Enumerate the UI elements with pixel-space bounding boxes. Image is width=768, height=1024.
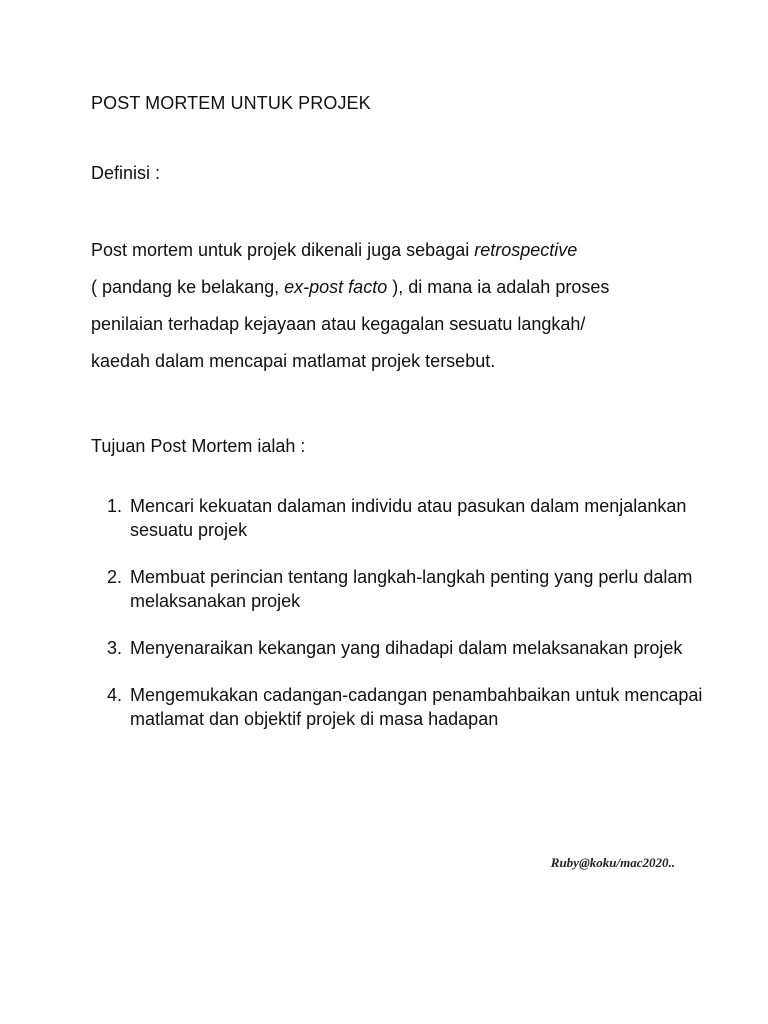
aims-item-number: 1. [107,496,123,516]
aims-list-item [107,565,707,613]
aims-heading: Tujuan Post Mortem ialah : [91,436,306,456]
definition-italic-term: retrospective [474,240,578,260]
document-title: POST MORTEM UNTUK PROJEK [91,93,371,113]
definition-text: Post mortem untuk projek dikenali juga sebagai [91,240,475,260]
definition-text: ), di mana ia adalah proses [387,277,610,297]
definition-line-1 [91,232,691,269]
aims-list-item [107,494,707,542]
aims-item-number: 3. [107,638,123,658]
definition-italic-term: ex-post facto [284,277,388,297]
aims-item-text: Mencari kekuatan dalaman individu atau pasukan dalam menjalankan sesuatu projek [130,496,687,540]
definition-line-2 [91,269,691,306]
definition-line-4: kaedah dalam mencapai matlamat projek tersebut. [91,351,496,371]
aims-list-item [107,683,707,731]
definition-text: ( pandang ke belakang, [91,277,285,297]
author-signature: Ruby@koku/mac2020.. [550,855,675,870]
definition-paragraph [91,232,691,380]
definition-heading: Definisi : [91,163,161,183]
aims-item-number: 4. [107,685,123,705]
aims-item-text: Menyenaraikan kekangan yang dihadapi dalam melaksanakan projek [130,638,683,658]
definition-line-3: penilaian terhadap kejayaan atau kegagalan sesuatu langkah/ [91,314,586,334]
aims-item-number: 2. [107,567,123,587]
aims-item-text: Mengemukakan cadangan-cadangan penambahbaikan untuk mencapai matlamat dan objektif projek di masa hadapan [130,685,703,729]
aims-item-text: Membuat perincian tentang langkah-langkah penting yang perlu dalam melaksanakan projek [130,567,693,611]
aims-list [107,494,707,754]
aims-list-item [107,636,707,660]
